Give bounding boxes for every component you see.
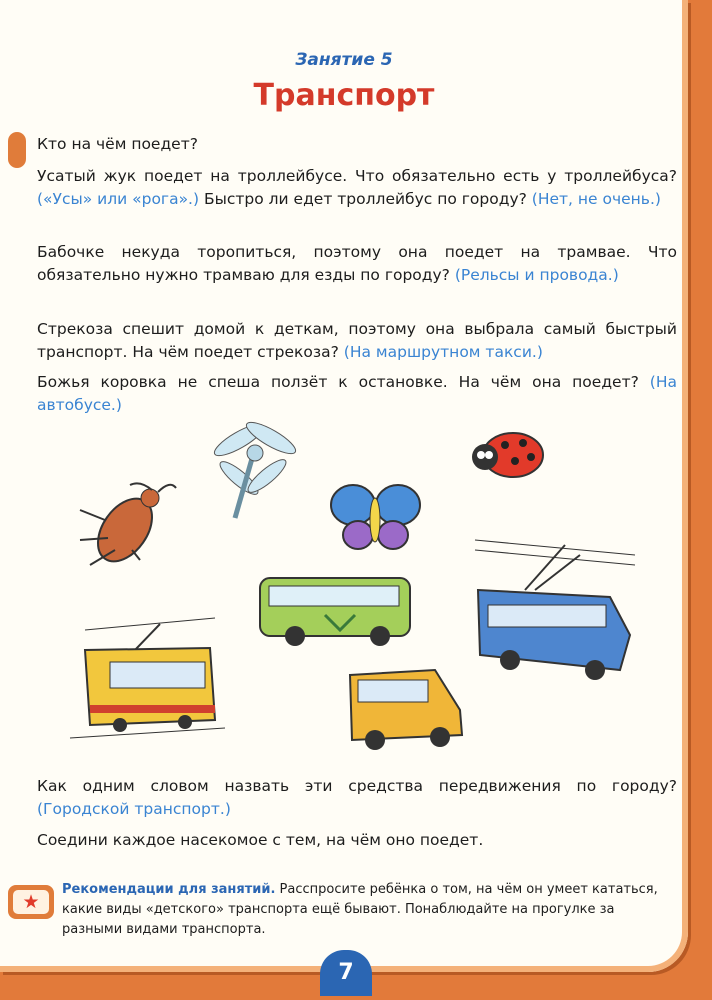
dragonfly-icon[interactable] [205,420,300,520]
butterfly-icon[interactable] [328,480,423,555]
paragraph-5: Божья коровка не спеша ползёт к остановке. На чём она поедет? (На автобусе.) [37,373,677,414]
paragraph-3: Бабочке некуда торопиться, поэтому она поедет на трамвае. Что обязательно нужно трамваю для езды по городу? (Рельсы и провода.) [37,243,677,284]
answer: (На маршрутном такси.) [343,343,543,361]
recommendation-badge [8,885,54,919]
paragraph-2: Усатый жук поедет на троллейбусе. Что обязательно есть у троллейбуса? («Усы» или «рога».) Быстро ли едет троллейбус по городу? (Нет, не очень.) [37,167,677,208]
answer: (Городской транспорт.) [37,800,231,818]
star-icon: ★ [22,891,40,913]
ladybug-icon[interactable] [465,425,550,485]
lesson-label: Занятие 5 [295,50,393,70]
paragraph-1: Кто на чём поедет? [37,135,198,153]
bus-icon[interactable] [255,570,415,650]
recommendation [62,880,672,940]
illustrations [50,415,690,755]
answer: (Рельсы и провода.) [454,266,619,284]
page-number: 7 [320,950,372,996]
answer: («Усы» или «рога».) [37,190,200,208]
answer: (На автобусе.) [37,373,677,414]
recommendation-text: Расспросите ребёнка о том, на чём он умеет кататься, какие виды «детского» транспорта ещё бывают. Понаблюдайте на прогулке за разными видами транспорта. [62,882,658,937]
recommendation-label: Рекомендации для занятий. [62,882,276,897]
paragraph-7: Соедини каждое насекомое с тем, на чём оно поедет. [37,831,484,849]
tram-icon[interactable] [65,610,225,740]
trolleybus-icon[interactable] [470,535,640,685]
minibus-icon[interactable] [340,660,470,755]
paragraph-6: Как одним словом назвать эти средства передвижения по городу? (Городской транспорт.) [37,777,677,818]
page-title: Транспорт [253,78,435,113]
beetle-icon[interactable] [70,480,180,575]
paragraph-4: Стрекоза спешит домой к деткам, поэтому она выбрала самый быстрый транспорт. На чём поедет стрекоза? (На маршрутном такси.) [37,320,677,361]
section-tab [8,132,26,168]
answer: (Нет, не очень.) [531,190,661,208]
